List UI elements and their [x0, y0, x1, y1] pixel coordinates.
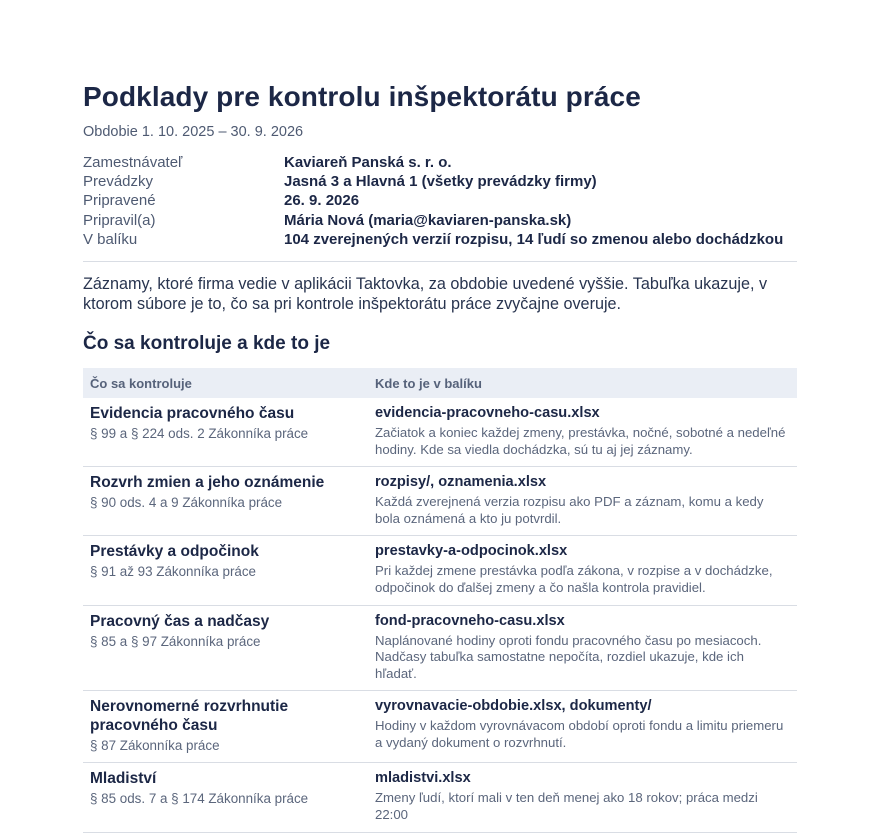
row-title: Pracovný čas a nadčasy	[90, 612, 270, 630]
row-law: § 87 Zákonníka práce	[90, 738, 220, 754]
meta-label-prepared-by: Pripravil(a)	[83, 211, 156, 229]
row-description: Pri každej zmene prestávka podľa zákona, v rozpise a v dochádzke, odpočinok do ďalšej zmeny a čo našla kontrola pravidiel.	[375, 563, 773, 595]
row-file: mladistvi.xlsx	[375, 770, 471, 787]
table-row	[83, 691, 797, 763]
row-title: Rozvrh zmien a jeho oznámenie	[90, 474, 325, 492]
row-file: evidencia-pracovneho-casu.xlsx	[375, 405, 600, 422]
row-description: Začiatok a koniec každej zmeny, prestávka, nočné, sobotné a nedeľné hodiny. Kde sa viedla dochádzka, sú tu aj jej záznamy.	[375, 425, 786, 457]
row-file: vyrovnavacie-obdobie.xlsx, dokumenty/	[375, 698, 652, 715]
row-title: Nerovnomerné rozvrhnutie pracovného času	[90, 698, 289, 735]
row-file: rozpisy/, oznamenia.xlsx	[375, 474, 547, 491]
table-header	[83, 368, 797, 398]
meta-value-package: 104 zverejnených verzií rozpisu, 14 ľudí so zmenou alebo dochádzkou	[284, 230, 784, 248]
row-file: prestavky-a-odpocinok.xlsx	[375, 543, 568, 560]
row-description: Hodiny v každom vyrovnávacom období oproti fondu a limitu priemeru a vydaný dokument o rozvrhnutí.	[375, 718, 784, 750]
section-title: Čo sa kontroluje a kde to je	[83, 333, 331, 355]
row-law: § 85 a § 97 Zákonníka práce	[90, 633, 261, 649]
column-header-where: Kde to je v balíku	[375, 375, 482, 391]
meta-value-premises: Jasná 3 a Hlavná 1 (všetky prevádzky firmy)	[284, 173, 597, 191]
column-header-what: Čo sa kontroluje	[90, 375, 192, 391]
row-title: Mladiství	[90, 770, 157, 788]
checks-table	[83, 368, 797, 833]
intro-paragraph: Záznamy, ktoré firma vedie v aplikácii Taktovka, za obdobie uvedené vyššie. Tabuľka ukazuje, v ktorom súbore je to, čo sa pri kontrole inšpektorátu práce zvyčajne overuje.	[83, 275, 768, 314]
table-row	[83, 763, 797, 832]
row-law: § 85 ods. 7 a § 174 Zákonníka práce	[90, 791, 309, 807]
meta-label-employer: Zamestnávateľ	[83, 154, 183, 171]
table-row	[83, 467, 797, 536]
meta-label-package: V balíku	[83, 230, 138, 248]
row-title: Prestávky a odpočinok	[90, 543, 259, 561]
meta-value-employer: Kaviareň Panská s. r. o.	[284, 154, 452, 171]
meta-list	[83, 153, 797, 249]
row-law: § 90 ods. 4 a 9 Zákonníka práce	[90, 495, 283, 511]
meta-label-prepared: Pripravené	[83, 192, 156, 210]
divider	[83, 261, 797, 262]
document-title: Podklady pre kontrolu inšpektorátu práce	[83, 81, 641, 112]
meta-value-prepared-by: Mária Nová (maria@kaviaren-panska.sk)	[284, 211, 572, 229]
row-description: Naplánované hodiny oproti fondu pracovného času po mesiacoch. Nadčasy tabuľka samostatne nepočíta, rozdiel ukazuje, kde ich hľadať.	[375, 632, 762, 681]
meta-label-premises: Prevádzky	[83, 173, 154, 191]
table-row	[83, 398, 797, 467]
row-law: § 99 a § 224 ods. 2 Zákonníka práce	[90, 426, 309, 442]
row-file: fond-pracovneho-casu.xlsx	[375, 612, 565, 629]
meta-value-prepared: 26. 9. 2026	[284, 192, 360, 210]
row-title: Evidencia pracovného času	[90, 405, 295, 423]
row-description: Každá zverejnená verzia rozpisu ako PDF a záznam, komu a kedy bola oznámená a kto ju potvrdil.	[375, 494, 764, 526]
table-row	[83, 536, 797, 605]
document-period: Obdobie 1. 10. 2025 – 30. 9. 2026	[83, 124, 304, 140]
row-description: Zmeny ľudí, ktorí mali v ten deň menej ako 18 rokov; práca medzi 22:00	[375, 790, 758, 822]
table-row	[83, 606, 797, 692]
row-law: § 91 až 93 Zákonníka práce	[90, 564, 257, 580]
